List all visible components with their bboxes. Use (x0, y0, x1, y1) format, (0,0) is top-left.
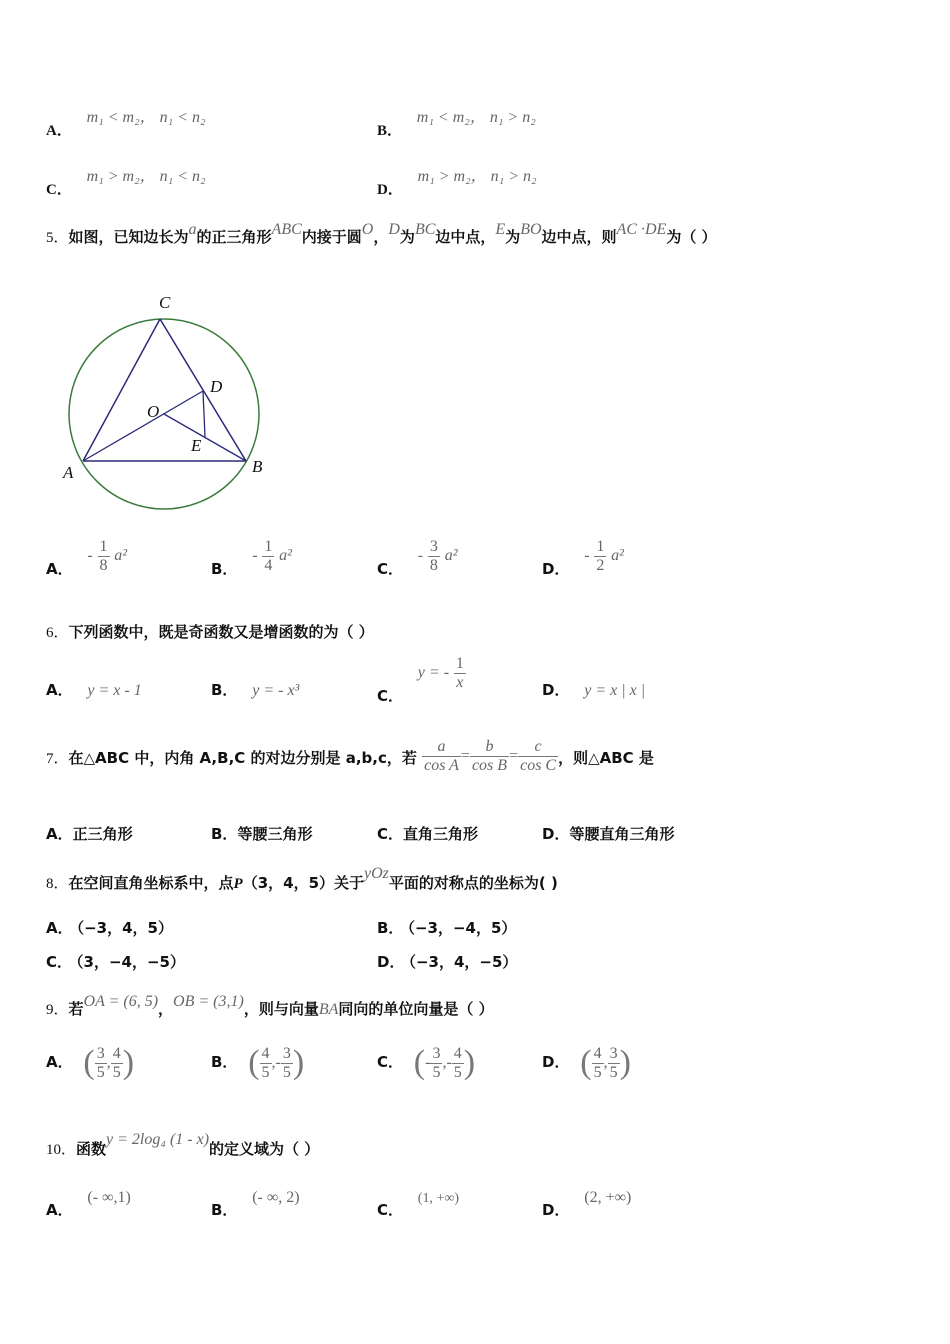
stem-math: E (495, 221, 506, 238)
question-number: 8． (46, 876, 69, 892)
q7-stem (46, 738, 654, 774)
option-formula: y = x | x | (584, 682, 646, 699)
option-formula: a² (279, 547, 292, 565)
label-o: O (147, 402, 160, 421)
fraction-numerator: 1 (596, 538, 605, 555)
option-formula: m₁ > m₂， n₁ < n₂ (86, 168, 206, 185)
option-sign: - (87, 547, 93, 565)
option-label: D． (377, 953, 405, 971)
fraction-denominator: 8 (99, 556, 108, 574)
q8-option-d (377, 951, 517, 972)
fraction-denominator: 5 (96, 1063, 105, 1081)
q10-option-b (211, 1186, 300, 1219)
option-sign: - (584, 547, 590, 565)
stem-text: 在空间直角坐标系中，点 (68, 874, 234, 892)
fraction-numerator: 4 (112, 1044, 121, 1062)
option-formula: m₁ < m₂， n₁ > n₂ (416, 109, 536, 126)
option-text: （−3，4，−5） (408, 953, 518, 971)
option-label: B． (377, 123, 403, 139)
q9-option-b: B． ( $\frac{4}{5}$ ,- $\frac{3}{5}$ ) (211, 1044, 305, 1081)
question-number: 5． (46, 230, 69, 246)
equals-sign: = (460, 747, 470, 765)
stem-text: 为 (399, 228, 415, 246)
segment-ob (164, 414, 246, 461)
stem-text: 边中点， (435, 228, 496, 246)
fraction-denominator: cos C (520, 756, 557, 774)
option-label: D． (377, 182, 403, 198)
option-label: C． (377, 1201, 404, 1219)
q4-option-b (377, 104, 536, 139)
fraction-denominator: 5 (593, 1063, 602, 1081)
option-label: A． (46, 1053, 73, 1071)
fraction-numerator: 1 (455, 655, 464, 672)
fraction-denominator: 5 (432, 1063, 441, 1081)
stem-math: a (188, 221, 197, 238)
fraction-denominator: 5 (261, 1063, 270, 1081)
option-sign: - (417, 547, 424, 565)
stem-math: OB = (3,1) (173, 993, 244, 1010)
fraction-numerator: 1 (99, 538, 108, 555)
stem-math: O (361, 221, 374, 238)
option-formula: (- ∞,1) (87, 1189, 131, 1206)
option-label: A． (46, 681, 73, 699)
option-label: D． (542, 1201, 570, 1219)
option-formula: y = - (417, 664, 450, 682)
stem-math: OA = (6, 5) (83, 993, 159, 1010)
option-formula: a² (444, 547, 458, 565)
option-text: 正三角形 (72, 825, 133, 843)
q5-figure (55, 285, 275, 515)
stem-text: 下列函数中，既是奇函数又是增函数的为（ ） (68, 623, 374, 641)
option-text: （3，−4，−5） (76, 953, 185, 971)
q8-option-c (46, 951, 185, 972)
stem-text: 若 (68, 1000, 84, 1018)
q6-option-a (46, 679, 142, 700)
stem-math: D (388, 221, 400, 238)
option-label: D． (542, 1053, 570, 1071)
fraction-denominator: 5 (609, 1063, 618, 1081)
option-label: A． (46, 919, 73, 937)
q5-option-d (542, 538, 624, 579)
component-sign: - (425, 1054, 431, 1071)
stem-text: ，则△ABC 是 (558, 748, 654, 767)
q5-stem (46, 221, 717, 247)
q9-option-a: A． ( $\frac{3}{5}$ , $\frac{4}{5}$ ) (46, 1044, 135, 1081)
fraction-denominator: 5 (112, 1063, 121, 1081)
stem-text: （3，4，5）关于 (242, 874, 365, 892)
q8-option-a (46, 917, 173, 938)
option-label: B． (211, 560, 238, 579)
stem-math: y = 2log₄ (1 - x) (106, 1131, 210, 1148)
component-sign: - (275, 1054, 281, 1071)
fraction-numerator: 3 (282, 1044, 291, 1062)
stem-text: 在△ABC 中，内角 A,B,C 的对边分别是 a,b,c，若 (68, 748, 417, 767)
q7-option-a (46, 823, 133, 844)
fraction-numerator: 4 (453, 1044, 462, 1062)
option-label: C． (46, 953, 73, 971)
option-label: D． (542, 825, 570, 843)
q5-option-a (46, 538, 128, 579)
q6-stem (46, 621, 374, 642)
q5-option-b (211, 538, 292, 579)
stem-text: 函数 (76, 1140, 107, 1158)
stem-text: ， (373, 228, 389, 246)
option-label: B． (377, 919, 404, 937)
option-label: C． (377, 1053, 404, 1071)
q9-option-c: C． (- $\frac{3}{5}$ ,- $\frac{4}{5}$ ) (377, 1044, 476, 1081)
label-b: B (252, 457, 263, 476)
stem-text: 边中点，则 (541, 228, 617, 246)
fraction-numerator: 4 (261, 1044, 270, 1062)
fraction-denominator: x (456, 673, 464, 691)
stem-text: 内接于圆 (301, 228, 362, 246)
option-text: （−3，4，5） (76, 919, 173, 937)
option-label: B． (211, 681, 238, 699)
stem-text: 为（ ） (666, 228, 717, 246)
option-formula: y = x - 1 (87, 682, 142, 699)
fraction-denominator: cos A (424, 756, 459, 774)
option-text: 直角三角形 (403, 825, 479, 843)
option-label: D． (542, 560, 570, 579)
fraction-numerator: c (518, 738, 558, 757)
fraction-numerator: a (422, 738, 461, 757)
option-label: A． (46, 560, 73, 579)
q9-stem (46, 990, 494, 1018)
q5-option-c (377, 538, 458, 579)
q7-option-b (211, 823, 312, 844)
option-label: C． (377, 560, 404, 579)
label-c: C (159, 293, 171, 312)
fraction-numerator: 3 (96, 1044, 105, 1062)
option-label: C． (377, 825, 404, 843)
option-formula: (1, +∞) (417, 1191, 459, 1206)
q6-option-b (211, 679, 299, 700)
side-ca (83, 319, 160, 461)
option-sign: - (252, 547, 258, 565)
option-formula: a² (611, 547, 624, 565)
option-label: C． (46, 182, 72, 198)
stem-text: 同向的单位向量是（ ） (338, 1000, 494, 1018)
option-formula: (2, +∞) (584, 1189, 632, 1206)
q7-option-d (542, 823, 674, 844)
stem-math: yOz (364, 865, 389, 882)
label-e: E (191, 436, 202, 455)
stem-math: BC (414, 221, 436, 238)
stem-math: AC ·DE (616, 221, 667, 238)
q10-option-d (542, 1186, 632, 1219)
q10-stem (46, 1128, 320, 1158)
stem-text: 的正三角形 (196, 228, 272, 246)
fraction-denominator: 8 (429, 556, 438, 574)
stem-text: 为 (505, 228, 521, 246)
option-label: A． (46, 825, 73, 843)
option-text: 等腰三角形 (237, 825, 313, 843)
option-label: A． (46, 1201, 73, 1219)
fraction-numerator: 3 (609, 1044, 618, 1062)
question-number: 7． (46, 750, 69, 767)
stem-text: 如图，已知边长为 (68, 228, 189, 246)
option-text: 等腰直角三角形 (569, 825, 675, 843)
fraction-denominator: 5 (453, 1063, 462, 1081)
q8-stem (46, 862, 558, 892)
fraction-numerator: 4 (593, 1044, 602, 1062)
q8-option-b (377, 917, 516, 938)
stem-text: 平面的对称点的坐标为( ) (388, 874, 558, 892)
question-number: 6． (46, 625, 69, 641)
fraction-numerator: 3 (429, 538, 438, 555)
fraction-denominator: 5 (282, 1063, 291, 1081)
q7-option-c (377, 823, 478, 844)
label-d: D (210, 377, 223, 396)
option-label: D． (542, 681, 570, 699)
option-formula: m₁ < m₂， n₁ < n₂ (86, 109, 206, 126)
option-label: A． (46, 123, 72, 139)
q4-option-a (46, 104, 206, 139)
option-label: C． (377, 687, 404, 706)
stem-text: ，则与向量 (243, 1000, 319, 1018)
side-cb (160, 319, 246, 461)
fraction-numerator: 3 (432, 1044, 441, 1062)
q6-option-c (377, 655, 466, 706)
q4-option-d (377, 163, 537, 198)
stem-math: ABC (271, 221, 302, 238)
question-number: 9． (46, 1002, 69, 1018)
fraction-denominator: 2 (596, 556, 605, 574)
stem-text: 的定义域为（ ） (209, 1140, 320, 1158)
option-formula: m₁ > m₂， n₁ > n₂ (417, 168, 537, 185)
equals-sign: = (509, 747, 519, 765)
stem-text: ， (158, 1000, 174, 1018)
q4-option-c (46, 163, 206, 198)
option-formula: (- ∞, 2) (252, 1189, 300, 1206)
q10-option-a (46, 1186, 131, 1219)
option-text: （−3，−4，5） (407, 919, 517, 937)
q10-option-c (377, 1186, 459, 1219)
option-label: B． (211, 825, 238, 843)
fraction-numerator: 1 (264, 538, 273, 555)
q9-option-d: D． ( $\frac{4}{5}$ , $\frac{3}{5}$ ) (542, 1044, 631, 1081)
stem-math: BO (520, 221, 542, 238)
stem-point: P (233, 876, 243, 892)
option-label: B． (211, 1053, 238, 1071)
fraction-denominator: cos B (471, 756, 508, 774)
component-sign: - (446, 1054, 452, 1071)
question-number: 10． (46, 1142, 77, 1158)
fraction-denominator: 4 (264, 556, 273, 574)
option-formula: a² (114, 547, 128, 565)
q6-option-d (542, 679, 645, 700)
option-label: B． (211, 1201, 238, 1219)
option-formula: y = - x³ (252, 682, 300, 699)
stem-math: BA (318, 1001, 339, 1018)
label-a: A (63, 463, 74, 482)
segment-de (203, 391, 205, 437)
fraction-numerator: b (470, 738, 509, 757)
